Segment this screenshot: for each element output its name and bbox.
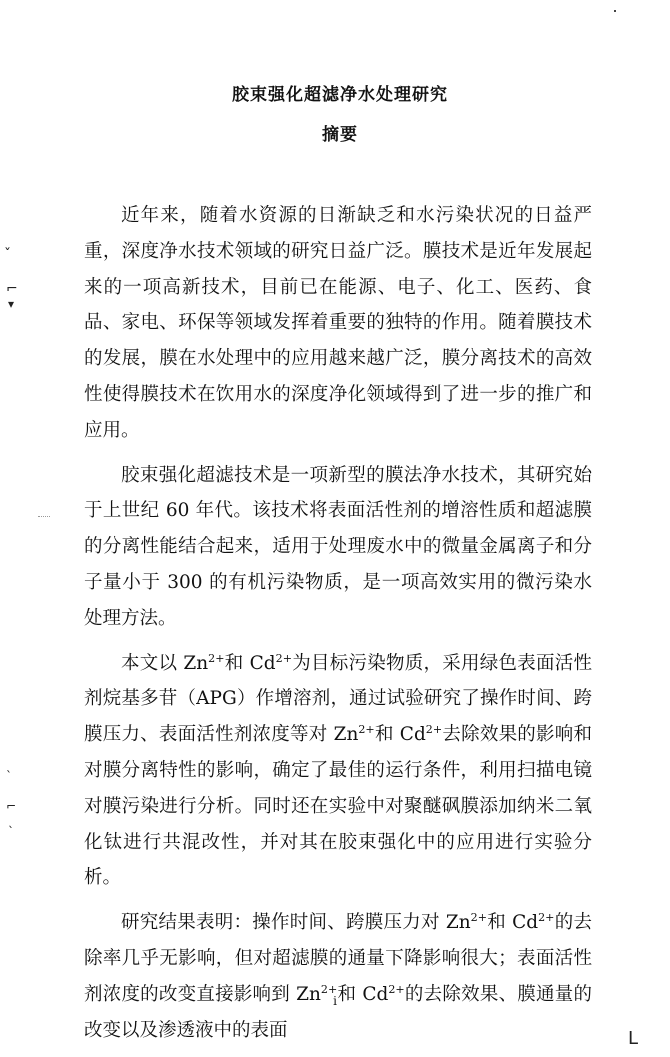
page-number: i [333, 994, 337, 1008]
ion-charge-superscript: 2+ [470, 910, 487, 924]
paragraph-text: 的去除效果、膜通量的改变以及渗透液中的表面 [84, 983, 592, 1041]
paragraph-text: 近年来，随着水资源的日渐缺乏和水污染状况的日益严重，深度净水技术领域的研究日益广泛。膜技术是近年发展起来的一项高新技术，目前已在能源、电子、化工、医药、食品、家电、环保等领域发挥着重要的独特的作用。随着膜技术的发展，膜在水处理中的应用越来越广泛，膜分离技术的高效性使得膜技术在饮用水的深度净化领域得到了进一步的推广和应用。 [84, 205, 592, 441]
ion-charge-superscript: 2+ [388, 982, 405, 996]
ion-charge-superscript: 2+ [320, 982, 338, 996]
ion-charge-superscript: 2+ [358, 722, 375, 736]
scan-mark-left-5: ⌐ [6, 799, 17, 813]
scan-mark-left-1: ˇ [4, 247, 11, 263]
paragraph-text: 去除效果的影响和对膜分离特性的影响，确定了最佳的运行条件，利用扫描电镜对膜污染进行分析。同时还在实验中对聚醚砜膜添加纳米二氧化钛进行共混改性，并对其在胶束强化中的应用进行实验分析。 [84, 724, 592, 889]
scan-mark-left-2: ⌐ [6, 281, 18, 297]
document-title: 胶束强化超滤净水处理研究 [232, 85, 448, 105]
paragraph-text: 胶束强化超滤技术是一项新型的膜法净水技术，其研究始于上世纪 60 年代。该技术将表面活性剂的增溶性质和超滤膜的分离性能结合起来，适用于处理废水中的微量金属离子和分子量小于 300 的有机污染物质，是一项高效实用的微污染水处理方法。 [84, 464, 592, 629]
abstract-body [84, 198, 592, 1057]
abstract-paragraph [84, 198, 592, 449]
scan-dot [614, 10, 616, 12]
ion-charge-superscript: 2+ [275, 651, 292, 665]
ion-charge-superscript: 2+ [425, 722, 443, 736]
paragraph-text: 的去除率几乎无影响，但对超滤膜的通量下降影响很大；表面活性剂浓度的改变直接影响到 Zn [84, 912, 592, 1005]
paragraph-text: 和 Cd [337, 983, 389, 1005]
abstract-paragraph [84, 905, 592, 1048]
abstract-heading: 摘要 [322, 125, 358, 145]
scan-mark-corner: ᒪ [628, 1028, 639, 1049]
paragraph-text: 和 Cd [487, 912, 539, 934]
paragraph-text: 本文以 Zn [121, 652, 209, 674]
ion-charge-superscript: 2+ [538, 910, 555, 924]
scan-mark-left-4: ˋ [6, 769, 12, 783]
ion-charge-superscript: 2+ [208, 651, 225, 665]
scan-mark-left-3: ▾ [8, 297, 15, 311]
paragraph-text: 和 Cd [224, 652, 276, 674]
paragraph-text: 为目标污染物质，采用绿色表面活性剂烷基多苷（APG）作增溶剂，通过试验研究了操作时间、跨膜压力、表面活性剂浓度等对 Zn [84, 652, 592, 746]
paragraph-text: 和 Cd [374, 724, 426, 746]
paragraph-text: 研究结果表明：操作时间、跨膜压力对 Zn [121, 912, 471, 934]
abstract-paragraph [84, 646, 592, 897]
scan-dots-mid [38, 516, 50, 518]
abstract-paragraph [84, 458, 592, 637]
scan-mark-left-6: ˎ [8, 814, 14, 828]
